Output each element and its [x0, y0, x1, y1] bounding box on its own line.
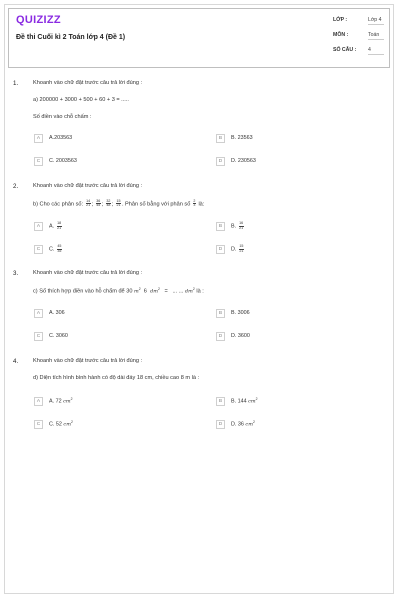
question-instruction: Khoanh vào chữ đặt trước câu trả lời đúng : — [33, 183, 143, 189]
option-text: D. $\frac{15}{21}$ — [231, 244, 244, 253]
question-prompt: a) 200000 + 3000 + 500 + 60 + 3 = ..... — [33, 97, 129, 103]
option-text: A. 72 $cm^2$ — [49, 397, 73, 405]
fraction: $\frac{14}{21}$ — [86, 199, 91, 208]
option-c[interactable] — [34, 331, 68, 341]
option-a[interactable] — [34, 308, 65, 318]
question-subprompt: Số điền vào chỗ chấm : — [33, 114, 92, 120]
worksheet-page — [4, 4, 394, 594]
option-letter-box: A — [34, 134, 43, 143]
question-prompt: b) Cho các phân số: $\frac{14}{21}$ ; $\frac{36}{45}$ ; $\frac{32}{48}$ ; $\frac{15}{21}$ . Phân số bằng với phân số $\frac{2}{3}$ là: — [33, 199, 205, 208]
option-a[interactable] — [34, 133, 72, 143]
option-b[interactable] — [216, 396, 258, 406]
option-letter-box: A — [34, 309, 43, 318]
option-a[interactable] — [34, 396, 73, 406]
option-text: C. 3060 — [49, 333, 68, 339]
option-b[interactable] — [216, 308, 250, 318]
question-instruction: Khoanh vào chữ đặt trước câu trả lời đúng : — [33, 270, 143, 276]
option-text: B. 3006 — [231, 310, 250, 316]
option-d[interactable] — [216, 419, 255, 429]
option-text: D. 230563 — [231, 158, 256, 164]
option-letter-box: A — [34, 397, 43, 406]
fraction: $\frac{15}{21}$ — [116, 199, 121, 208]
prompt-suffix: là: — [198, 201, 205, 208]
meta-subject-value: Toán — [368, 32, 384, 40]
fraction: $\frac{36}{45}$ — [96, 199, 101, 208]
quizizz-logo: QUIZIZZ — [16, 14, 61, 26]
question-prompt: d) Diện tích hình bình hành có độ dài đáy 18 cm, chiều cao 8 m là : — [33, 375, 200, 381]
option-text: B. 23563 — [231, 135, 253, 141]
option-b[interactable] — [216, 133, 253, 143]
option-text: A. 306 — [49, 310, 65, 316]
question-number: 1. — [13, 80, 19, 87]
option-text: A.203563 — [49, 135, 73, 141]
option-letter-box: D — [216, 245, 225, 254]
fraction: $\frac{32}{48}$ — [106, 199, 111, 208]
meta-subject-label: MÔN : — [333, 32, 349, 38]
option-text: D. 3600 — [231, 333, 250, 339]
option-text: B. 144 $cm^2$ — [231, 397, 258, 405]
option-letter-box: D — [216, 420, 225, 429]
prompt-mid: . Phân số bằng với phân số — [121, 201, 191, 208]
option-letter-box: D — [216, 157, 225, 166]
meta-grade-value: Lớp 4 — [368, 17, 384, 25]
option-d[interactable] — [216, 331, 250, 341]
question-number: 2. — [13, 183, 19, 190]
option-letter-box: B — [216, 222, 225, 231]
option-letter-box: A — [34, 222, 43, 231]
worksheet-title: Đề thi Cuối kì 2 Toán lớp 4 (Đề 1) — [16, 34, 126, 41]
meta-count-label: SỐ CÂU : — [333, 47, 357, 53]
option-letter-box: C — [34, 420, 43, 429]
option-c[interactable] — [34, 244, 63, 254]
prompt-prefix: b) Cho các phân số: — [33, 201, 84, 208]
option-c[interactable] — [34, 419, 73, 429]
option-text: A. $\frac{18}{21}$ — [49, 221, 62, 230]
option-letter-box: C — [34, 245, 43, 254]
option-c[interactable] — [34, 156, 77, 166]
option-letter-box: B — [216, 397, 225, 406]
option-text: C. 2003563 — [49, 158, 77, 164]
meta-count-value: 4 — [368, 47, 384, 55]
question-prompt: c) Số thích hợp điền vào hỗ chấm để 30 $m^2$ 6 $dm^2$ = ... ... $dm^2$ là : — [33, 287, 204, 295]
option-letter-box: B — [216, 309, 225, 318]
option-letter-box: D — [216, 332, 225, 341]
option-text: B. $\frac{16}{21}$ — [231, 221, 244, 230]
worksheet-header — [8, 8, 390, 68]
option-text: C. 52 $cm^2$ — [49, 420, 73, 428]
option-d[interactable] — [216, 244, 245, 254]
question-number: 3. — [13, 270, 19, 277]
option-letter-box: C — [34, 332, 43, 341]
option-a[interactable] — [34, 221, 63, 231]
option-text: D. 36 $cm^2$ — [231, 420, 255, 428]
meta-grade-label: LỚP : — [333, 17, 348, 23]
option-b[interactable] — [216, 221, 245, 231]
question-instruction: Khoanh vào chữ đặt trước câu trả lời đúng : — [33, 358, 143, 364]
option-letter-box: C — [34, 157, 43, 166]
option-d[interactable] — [216, 156, 256, 166]
question-instruction: Khoanh vào chữ đặt trước câu trả lời đúng : — [33, 80, 143, 86]
fraction: $\frac{2}{3}$ — [193, 199, 196, 208]
option-letter-box: B — [216, 134, 225, 143]
option-text: C. $\frac{45}{35}$ — [49, 244, 62, 253]
question-number: 4. — [13, 358, 19, 365]
